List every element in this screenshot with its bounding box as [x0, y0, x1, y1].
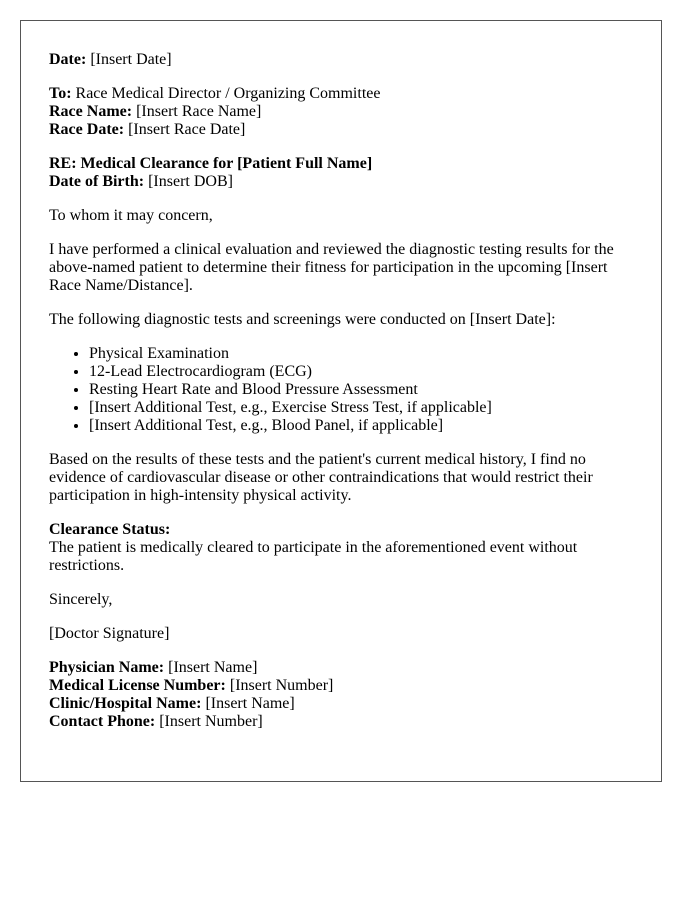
closing: Sincerely, [49, 591, 113, 608]
findings-paragraph: Based on the results of these tests and the patient's current medical history, I find no evidence of cardiovascular disease or other contraindications that would restrict their participation in high-intensity physical activity. [49, 451, 593, 504]
list-item: • [Insert Additional Test, e.g., Blood Panel, if applicable] [89, 417, 633, 435]
intro-paragraph: I have performed a clinical evaluation and reviewed the diagnostic testing results for the above-named patient to determine their fitness for participation in the upcoming [Insert Race Name/Distance]. [49, 241, 614, 294]
recipient-block: To: Race Medical Director / Organizing Committee Race Name: [Insert Race Name] Race Date: [Insert Race Date] [49, 85, 381, 138]
date-line: Date: [Insert Date] [49, 51, 172, 68]
tests-list [49, 345, 633, 435]
list-item: • 12-Lead Electrocardiogram (ECG) [89, 363, 633, 381]
list-item: • [Insert Additional Test, e.g., Exercise Stress Test, if applicable] [89, 399, 633, 417]
list-item: • Resting Heart Rate and Blood Pressure Assessment [89, 381, 633, 399]
tests-intro: The following diagnostic tests and screenings were conducted on [Insert Date]: [49, 311, 556, 328]
subject-block: RE: Medical Clearance for [Patient Full Name] Date of Birth: [Insert DOB] [49, 155, 373, 190]
salutation: To whom it may concern, [49, 207, 213, 224]
letter [20, 20, 662, 782]
list-item: • Physical Examination [89, 345, 633, 363]
physician-block: Physician Name: [Insert Name] Medical License Number: [Insert Number] Clinic/Hospital Name: [Insert Name] Contact Phone: [Insert Number] [49, 659, 334, 730]
signature: [Doctor Signature] [49, 625, 170, 642]
clearance-block: Clearance Status: The patient is medically cleared to participate in the aforementioned event without restrictions. [49, 521, 578, 574]
